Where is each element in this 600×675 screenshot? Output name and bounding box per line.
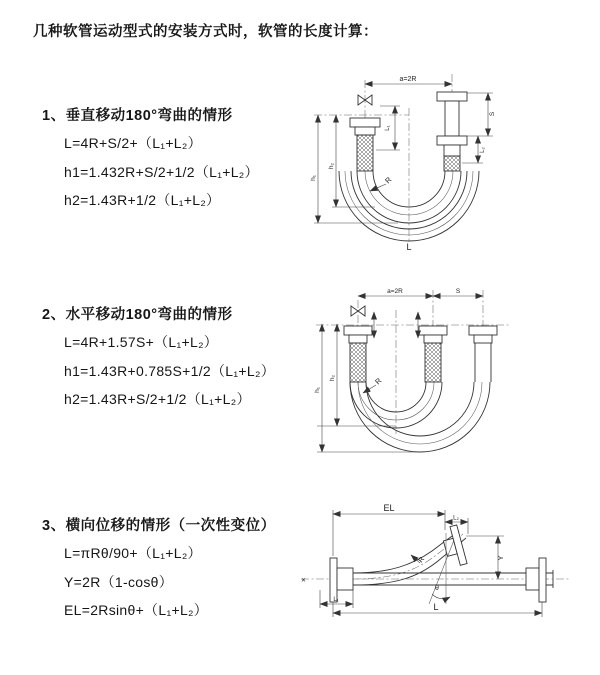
label-radius: R <box>417 555 427 565</box>
section-vertical-180 <box>42 104 259 215</box>
dim-label-h2: h₂ <box>329 374 336 382</box>
section-2-heading: 2、水平移动180°弯曲的情形 <box>42 307 233 323</box>
formula-y: Y=2R（1-cosθ） <box>64 573 174 590</box>
label-hose-length: L <box>406 242 412 252</box>
formula-h2: h2=1.43R+S/2+1/2（L₁+L₂） <box>64 391 251 407</box>
dim-label-a2r: a=2R <box>399 76 417 83</box>
dim-label-h1: h₁ <box>314 387 321 393</box>
dim-label-a2r: a=2R <box>387 288 403 295</box>
section-lateral-displacement <box>42 514 276 625</box>
dimensions <box>320 503 542 617</box>
section-1-heading: 1、垂直移动180°弯曲的情形 <box>42 108 233 124</box>
diagram-vertical-180-bend <box>310 68 595 263</box>
formula-h2: h2=1.43R+1/2（L₁+L₂） <box>64 192 221 208</box>
right-fitting <box>437 92 467 171</box>
formula-el: EL=2Rsinθ+（L₁+L₂） <box>64 602 209 618</box>
centerlines <box>316 290 510 434</box>
formula-h1: h1=1.43R+0.785S+1/2（L₁+L₂） <box>64 362 275 379</box>
right-fitting <box>469 326 497 382</box>
dim-label-l2: L₂ <box>480 147 486 153</box>
dim-label-h2: h₂ <box>328 162 335 170</box>
dim-label-h1: h₁ <box>310 175 317 181</box>
formula-h1: h1=1.432R+S/2+1/2（L₁+L₂） <box>64 163 259 180</box>
label-radius: R <box>383 175 394 186</box>
dimensions <box>310 76 496 223</box>
dim-label-s: S <box>489 111 496 117</box>
diagram-lateral-displacement <box>298 500 598 640</box>
page-title: 几种软管运动型式的安装方式时，软管的长度计算： <box>33 24 378 40</box>
label-radius: R <box>373 376 384 387</box>
braided-hose-section <box>425 343 441 382</box>
diagram-horizontal-180-bend <box>310 282 595 467</box>
formula-length: L=4R+S/2+（L₁+L₂） <box>64 135 202 151</box>
middle-fitting <box>419 326 447 382</box>
displaced-flange <box>440 525 467 568</box>
braided-hose-section <box>444 156 460 171</box>
dim-label-y: Y <box>496 555 505 561</box>
dim-label-l2: L₂ <box>453 515 459 522</box>
section-3-heading: 3、横向位移的情形（一次性变位） <box>42 518 276 534</box>
centerline-mark: ✕ <box>301 578 307 584</box>
dim-label-l1: L₁ <box>385 125 391 131</box>
left-flange <box>330 558 353 602</box>
braided-hose-section <box>357 135 373 171</box>
left-fitting <box>350 118 380 171</box>
braided-hose-section <box>350 343 366 382</box>
dim-label-s: S <box>455 288 461 295</box>
formula-length: L=4R+1.57S+（L₁+L₂） <box>64 334 219 350</box>
left-fitting <box>344 326 372 382</box>
dimensions <box>314 288 483 452</box>
label-theta: θ <box>435 585 439 592</box>
dim-label-el: EL <box>383 503 395 513</box>
hose-u-bends <box>350 382 490 452</box>
straight-pipe <box>353 555 553 602</box>
dim-label-l1: L₁ <box>333 597 339 603</box>
section-horizontal-180 <box>42 303 275 414</box>
dim-label-l: L <box>433 602 439 612</box>
formula-length: L=πRθ/90+（L₁+L₂） <box>64 545 202 561</box>
